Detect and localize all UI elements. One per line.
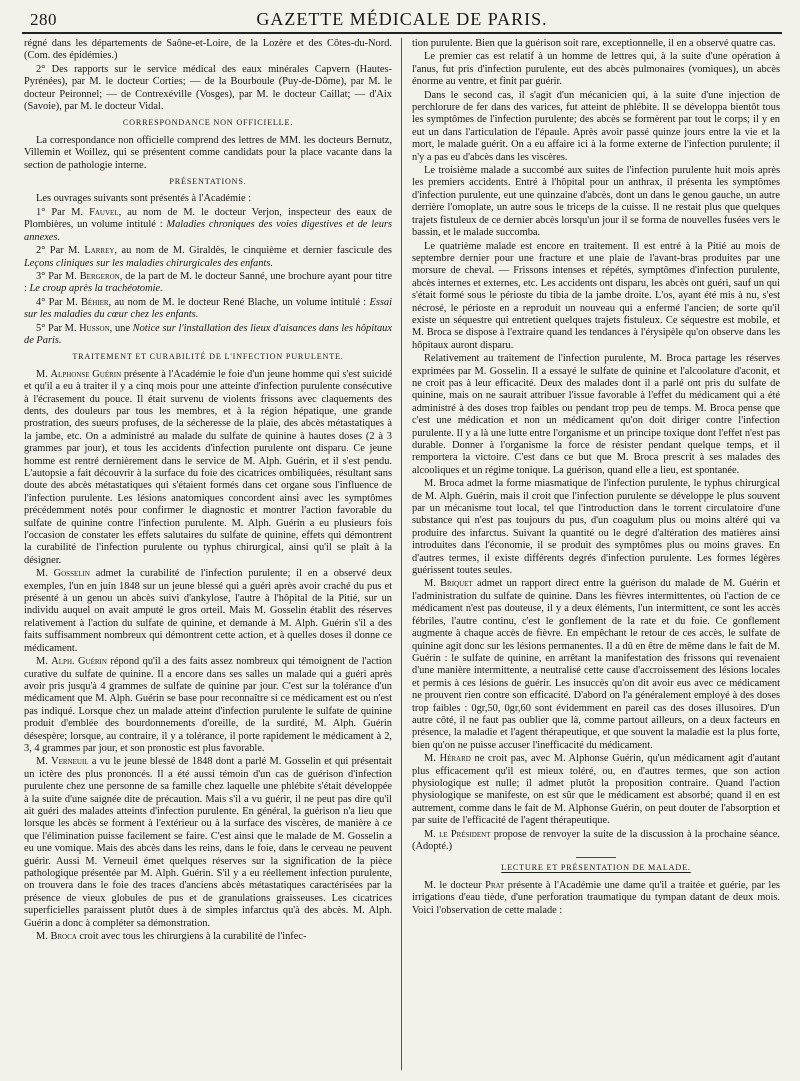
paragraph: Dans le second cas, il s'agit d'un mécanicien qui, à la suite d'une injection de perchlorure de fer dans des varices, fut atteint de phlébite. Il se développa bientôt tous les symptômes de l'infection purulente; des abcès se formèrent par tout le corps; il y en eut un dans l'articulation de l'épaule. Après avoir passé quinze jours entre la vie et la mort, le malade guérit. On a eu affaire ici à la forme externe de l'infection purulente; il n'y a pas eu d'abcès dans les viscères. [412,89,780,163]
paragraph: 3° Par M. Bergeron, de la part de M. le docteur Sanné, une brochure ayant pour titre : Le croup après la trachéotomie. [24,270,392,295]
paragraph: M. le docteur Prat présente à l'Académie une dame qu'il a traitée et guérie, par les irrigations d'eau tiède, d'une perforation traumatique du tympan datant de deux mois. Voici l'observation de cette malade : [412,879,780,916]
paragraph: Relativement au traitement de l'infection purulente, M. Broca partage les réserves exprimées par M. Gosselin. Il a essayé le sulfate de quinine et l'alcoolature d'aconit, et ne croit pas à leur efficacité. Deux des malades dont il a parlé ont pris du sulfate de quinine, mais on ne saurait attribuer l'issue favorable à l'effet du médicament qui a été administré à des doses trop faibles ou pendant trop peu de temps. M. Broca pense que c'est une médication et non un médicament qu'on doit diriger contre l'infection purulente. Il y a là une lutte entre l'organisme et un principe toxique dont l'effet n'est pas durable. Donner à l'organisme la force de résister pendant quelque temps, et il remportera la victoire. C'est dans ce but que M. Broca prescrit à ses malades des alcooliques et un régime tonique. La guérison, quand elle a lieu, est spontanée. [412,353,780,476]
newspaper-page [22,8,782,1074]
paragraph: M. Broca admet la forme miasmatique de l'infection purulente, le typhus chirurgical de M. Alph. Guérin, mais il croit que l'infection purulente se développe le plus souvent par un mécanisme tout local, tel que l'introduction dans le torrent circulatoire d'une substance qui n'est pas toujours du pus, d'un coagulum plus ou moins altéré qui va produire des infarctus. Suivant la quantité ou le degré d'altération des matières ainsi introduites dans l'économie, il se produit des symptômes plus ou moins graves. En d'autres termes, il existe différents degrés d'infection purulente. Les formes légères guérissent toutes seules. [412,478,780,577]
paragraph: 2° Des rapports sur le service médical des eaux minérales Capvern (Hautes-Pyrénées), par M. le docteur Corties; — de la Bourboule (Puy-de-Dôme), par M. le docteur Peironnel; — de Contrexéville (Vosges), par M. le docteur Caillat; — d'Aix (Savoie), par M. le docteur Vidal. [24,63,392,113]
paragraph: Le troisième malade a succombé aux suites de l'infection purulente huit mois après les premiers accidents. Entré à l'hôpital pour un anthrax, il présenta les symptômes d'infection purulente, eut une quinzaine d'abcès, dont un dans le genou gauche, un autre derrière l'omoplate, un autre sous le triceps de la cuisse. Il ne restait plus que quelques trajets fistuleux de ce dernier abcès lorsqu'un jour il se forma de nouvelles fusées vers le bassin, et le malade succomba. [412,165,780,239]
paragraph: 4° Par M. Béhier, au nom de M. le docteur René Blache, un volume intitulé : Essai sur les maladies du cœur chez les enfants. [24,296,392,321]
paragraph: M. Hérard ne croit pas, avec M. Alphonse Guérin, qu'un médicament agit d'autant plus efficacement qu'il est mieux toléré, ou, en d'autres termes, que son action physiologique est nulle; il admet plutôt la proposition contraire. Quand l'action physiologique se manifeste, on est sûr que le médicament est absorbé; quand il en est autrement, comme dans le fait de M. Alphonse Guérin, on peut douter de l'absorption et par suite de l'efficacité de l'agent thérapeutique. [412,753,780,827]
paragraph: Le quatrième malade est encore en traitement. Il est entré à la Pitié au mois de septembre dernier pour une fracture et une plaie de l'avant-bras produites par une morsure de cheval. — Frissons intenses et répétés, symptômes d'infection purulente, abcès internes et externes, etc. Les accidents ont disparu, les abcès ont guéri, sauf un qui s'était formé sous le périoste du tibia de la jambe droite. L'os, ayant été mis à nu, s'est nécrosé, le périoste en a reproduit un nouveau qui a enfermé l'ancien; de sorte qu'il existe un séquestre qui entretient quelques trajets fistuleux. Ce séquestre est mobile, et M. Broca se dispose à l'extraire quand les tendances à l'érysipèle qu'on observe dans les hôpitaux auront disparu. [412,240,780,351]
text-columns [22,38,782,1074]
paragraph: 5° Par M. Husson, une Notice sur l'installation des lieux d'aisances dans les hôpitaux de Paris. [24,322,392,346]
page-header [22,8,782,34]
paragraph: Les ouvrages suivants sont présentés à l'Académie : [36,193,252,205]
section-heading: CORRESPONDANCE NON OFFICIELLE. [122,118,294,128]
paragraph: M. Alphonse Guérin présente à l'Académie le foie d'un jeune homme qui s'est suicidé et qu'il a eu à traiter il y a cinq mois pour une atteinte d'infection purulente consécutive à l'écrasement du pouce. Il était survenu de violents frissons avec claquements des dents, des douleurs par tous les membres, et à la région hépatique, une grande prostration, des sueurs profuses, de la sécheresse de la plaie, des abcès métastatiques à la jambe, etc. On a administré au malade du sulfate de quinine à hautes doses (2 à 3 grammes par jour), et tous les accidents d'infection purulente ont disparu. Ce jeune homme est rentré dernièrement dans le service de M. Alph. Guérin, et il s'est pendu. L'autopsie a fait découvrir à la surface du foie des cicatrices ombiliquées, résultant sans doute des abcès métastatiques qui s'étaient formés dans cet organe sous l'influence de l'infection purulente. Les lésions anatomiques concordent ainsi avec les symptômes précédemment notés pour confirmer le diagnostic et montrer l'action favorable du sulfate de quinine contre l'infection purulente. M. Alph. Guérin a eu plusieurs fois l'occasion de constater les effets salutaires du sulfate de quinine, effets qui démontrent la curabilité de l'infection purulente ou typhus chirurgical, ainsi qu'il se plaît à la désigner. [24,368,392,566]
paragraph: régné dans les départements de Saône-et-Loire, de la Lozère et des Côtes-du-Nord. (Com. des épidémies.) [24,38,392,62]
section-heading: PRÉSENTATIONS. [169,177,247,187]
page-number: 280 [30,10,57,29]
paragraph: M. Verneuil a vu le jeune blessé de 1848 dont a parlé M. Gosselin et qui présentait un ictère des plus prononcés. Il a été aussi témoin d'un cas de guérison d'infection purulente chez une personne de sa famille chez laquelle une phlébite s'était développée à la suite d'une saignée dite de précaution. Mais s'il a vu guérir, il ne peut pas dire qu'il ait guéri des malades atteints d'infection purulente. En général, la guérison n'a lieu que lorsque les abcès se forment à l'extérieur ou à la surface des viscères, de manière à ce que l'élimination puisse facilement se faire. C'est ainsi que le malade de M. Gosselin a eu une vomique. Mais des abcès dans les reins, dans le foie, dans le cerveau ne peuvent guérir. Aussi M. Verneuil émet quelques réserves sur la signification de la pièce pathologique présentée par M. Alph. Guérin. S'il y a eu réellement infection purulente, on trouvera dans le foie des traces d'anciens abcès métastatiques caractérisées par la présence de vieux globules de pus et de granulations graisseuses. Les cicatrices superficielles paraissent plutôt dues à de simples infarctus qu'à des abcès. M. Alph. Guérin a donc à compléter sa démonstration. [24,756,393,929]
right-column [412,38,780,918]
paragraph: M. Gosselin admet la curabilité de l'infection purulente; il en a observé deux exemples, l'un en juin 1848 sur un jeune blessé qui a guéri après avoir craché du pus et présenté à un genou un abcès suivi d'ankylose, l'autre à l'hôpital de la Pitié, sur un individu auquel on avait amputé le gros orteil. Mais M. Gosselin établit des réserves relativement à l'action du sulfate de quinine, et demande à M. Alph. Guérin s'il a des faits suffisamment nombreux qui démontrent cette action, et à quelles doses il donne ce médicament. [24,568,392,654]
paragraph: M. Broca croit avec tous les chirurgiens à la curabilité de l'infec- [36,931,307,943]
section-heading: LECTURE ET PRÉSENTATION DE MALADE. [501,863,691,873]
paragraph: M. Briquet admet un rapport direct entre la guérison du malade de M. Guérin et l'administration du sulfate de quinine. Dans les fièvres intermittentes, où l'action de ce médicament n'est pas douteuse, il y a deux éléments, l'un intermittent, ce sont les accès fébriles, l'autre continu, c'est le gonflement de la rate et du foie. Ce gonflement augmente à chaque accès de fièvre. En empêchant le retour de ces accès, le sulfate de quinine agit donc sur les lésions permanentes. Il a dû en être de même dans le fait de M. Guérin : le sulfate de quinine, en arrêtant la manifestation des frissons qui revenaient d'une manière intermittente, a neutralisé cette cause d'accroissement des lésions locales et permis à ces lésions de guérir. Les insuccès qu'on dit avoir eus avec ce médicament ne prouvent rien contre son efficacité. D'abord on l'a généralement employé à des doses trop faibles : 0gr,50, 0gr,60 sont évidemment en pareil cas des doses illusoires. D'un autre côté, il ne faut pas oublier que là, comme partout ailleurs, on a deux facteurs en présence, la maladie et l'agent thérapeutique, et que souvent la maladie est la plus forte, bien qu'on ne puisse accuser l'inefficacité du médicament. [412,578,780,751]
paragraph: 1° Par M. Fauvel, au nom de M. le docteur Verjon, inspecteur des eaux de Plombières, un volume intitulé : Maladies chroniques des voies digestives et de leurs annexes. [24,206,392,243]
section-heading: TRAITEMENT ET CURABILITÉ DE L'INFECTION PURULENTE. [72,352,344,362]
column-rule [401,38,402,1070]
separator [576,857,616,858]
journal-title: GAZETTE MÉDICALE DE PARIS. [256,9,548,29]
paragraph: M. le Président propose de renvoyer la suite de la discussion à la prochaine séance. (Adopté.) [412,828,781,852]
paragraph: La correspondance non officielle comprend des lettres de MM. les docteurs Bernutz, Villemin et Woillez, qui se présentent comme candidats pour la place vacante dans la section de pathologie interne. [24,134,392,171]
paragraph: tion purulente. Bien que la guérison soit rare, exceptionnelle, il en a observé quatre cas. [412,38,776,49]
left-column [24,38,392,944]
paragraph: 2° Par M. Larrey, au nom de M. Giraldès, le cinquième et dernier fascicule des Leçons cliniques sur les maladies chirurgicales des enfants. [24,245,392,269]
paragraph: M. Alph. Guérin répond qu'il a des faits assez nombreux qui témoignent de l'action curative du sulfate de quinine. Il a encore dans ses salles un malade qui a guéri après avoir pris jusqu'à 4 grammes de sulfate de quinine par jour. C'est sur la tolérance d'un médicament que M. Alph. Guérin se base pour reconnaître si ce médicament est ou n'est pas indiqué. Lorsque chez un malade atteint d'infection purulente le sulfate de quinine produit d'emblée des bourdonnements d'oreille, de la surdité, M. Alph. Guérin désespère; lorsque, au contraire, il y a tolérance, il porte rapidement le médicament à 2, 3, 4 grammes par jour, et son pronostic est plus favorable. [24,656,392,754]
paragraph: Le premier cas est relatif à un homme de lettres qui, à la suite d'une opération à l'anus, fut pris d'infection purulente, eut des abcès pulmonaires (vomiques), un abcès énorme au ventre, et finit par guérir. [412,51,780,88]
